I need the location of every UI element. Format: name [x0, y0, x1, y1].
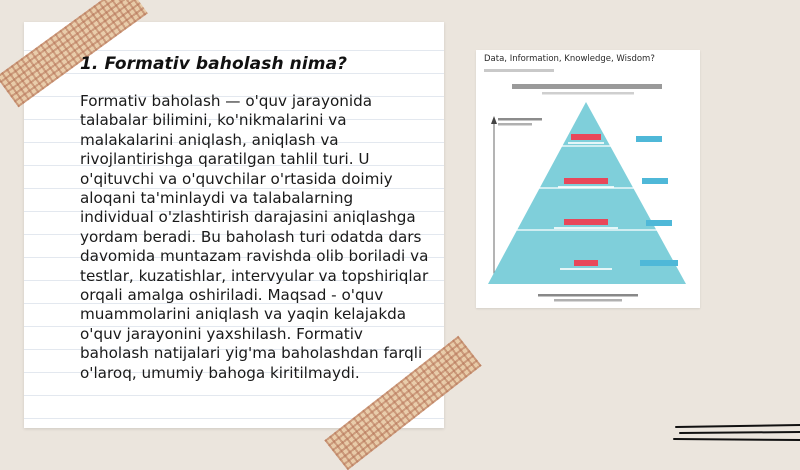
axis-caption-placeholder — [498, 118, 542, 121]
level-label-data — [574, 260, 598, 266]
pyramid-shape — [488, 102, 686, 284]
dikw-pyramid-graphic — [476, 50, 700, 308]
brush-line-3 — [674, 439, 800, 440]
dikw-figure — [476, 50, 700, 308]
figure-footer-placeholder-2 — [554, 299, 622, 302]
side-label-3 — [646, 220, 672, 226]
axis-caption-placeholder-2 — [498, 123, 532, 126]
decorative-brush-lines — [672, 420, 800, 450]
level-label-information — [564, 219, 608, 225]
level-label-knowledge — [564, 178, 608, 184]
side-label-4 — [640, 260, 678, 266]
level-sublabel-knowledge — [558, 186, 614, 188]
side-label-1 — [636, 136, 662, 142]
diagram-subheading-placeholder — [542, 92, 634, 95]
side-label-2 — [642, 178, 668, 184]
figure-title: Data, Information, Knowledge, Wisdom? — [484, 54, 655, 64]
brush-line-1 — [676, 425, 800, 427]
figure-subtitle-placeholder — [484, 69, 554, 72]
level-label-wisdom — [571, 134, 601, 140]
diagram-heading-placeholder — [512, 84, 662, 89]
axis-arrow-icon — [491, 116, 497, 124]
slide-heading: 1. Formativ baholash nima? — [80, 54, 348, 74]
level-sublabel-data — [560, 268, 612, 270]
brush-line-2 — [680, 432, 800, 433]
figure-footer-placeholder — [538, 294, 638, 297]
slide-paragraph: Formativ baholash — o'quv jarayonida talabalar bilimini, ko'nikmalarini va malakalarini aniqlash, aniqlash va rivojlantirishga qaratilgan tahlil turi. U o'qituvchi va o'quvchilar o'rtasida doimiy aloqani ta'minlaydi va talabalarning individual o'zlashtirish darajasini aniqlashga yordam beradi. Bu baholash turi odatda dars davomida muntazam ravishda olib boriladi va testlar, kuzatishlar, intervyular va topshiriqlar orqali amalga oshiriladi. Maqsad - o'quv muammolarini aniqlash va yaqin kelajakda o'quv jarayonini yaxshilash. Formativ baholash natijalari yig'ma baholashdan farqli o'laroq, umumiy bahoga kiritilmaydi. — [80, 92, 429, 382]
level-sublabel-wisdom — [568, 142, 604, 144]
level-sublabel-information — [554, 227, 618, 229]
